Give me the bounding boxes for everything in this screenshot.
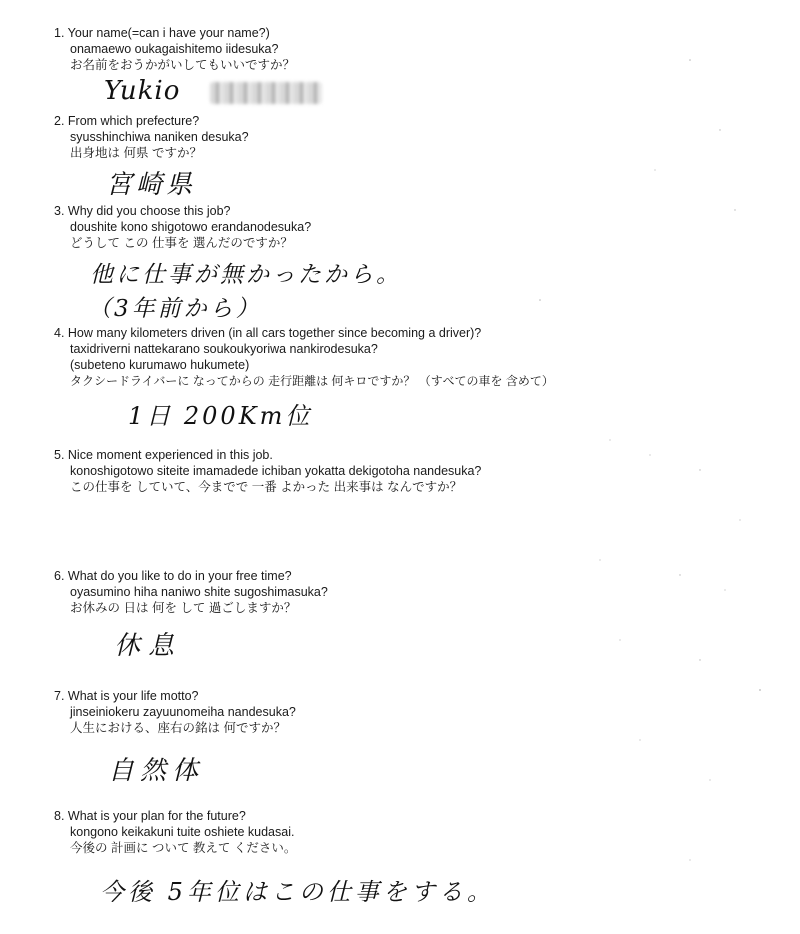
- question-jp: この仕事を していて、今までで 一番 よかった 出来事は なんですか？: [70, 480, 463, 494]
- question-en: 2. From which prefecture?: [54, 114, 200, 128]
- question-6: [54, 568, 754, 616]
- question-4: [54, 325, 754, 389]
- question-1: [54, 25, 754, 73]
- question-jp: 今後の 計画に ついて 教えて ください。: [70, 841, 297, 855]
- question-7: [54, 688, 754, 736]
- question-8: [54, 808, 754, 856]
- question-2: [54, 113, 754, 161]
- question-3: [54, 203, 754, 251]
- question-romaji: syusshinchiwa naniken desuka?: [70, 130, 249, 144]
- question-romaji: oyasumino hiha naniwo shite sugoshimasuka?: [70, 585, 328, 599]
- question-en: 5. Nice moment experienced in this job.: [54, 448, 273, 462]
- question-jp: 出身地は 何県 ですか？: [70, 146, 202, 160]
- question-romaji: onamaewo oukagaishitemo iidesuka?: [70, 42, 279, 56]
- question-romaji: kongono keikakuni tuite oshiete kudasai.: [70, 825, 295, 839]
- question-en: 4. How many kilometers driven (in all cars together since becoming a driver)?: [54, 326, 482, 340]
- answer-3-handwritten: 他に仕事が無かったから。: [90, 262, 402, 288]
- answer-2-handwritten: 宮崎県: [106, 170, 197, 200]
- question-en: 7. What is your life motto?: [54, 689, 199, 703]
- question-romaji-2: (subeteno kurumawo hukumete): [70, 358, 250, 372]
- question-romaji: taxidriverni nattekarano soukoukyoriwa nankirodesuka?: [70, 342, 378, 356]
- question-jp: 人生における、座右の銘は 何ですか？: [70, 721, 286, 735]
- question-en: 3. Why did you choose this job?: [54, 204, 231, 218]
- question-romaji: doushite kono shigotowo erandanodesuka?: [70, 220, 312, 234]
- answer-3-handwritten-line2: （3年前から）: [88, 296, 262, 322]
- question-5: [54, 447, 754, 495]
- answer-4-handwritten: 1日 200Km位: [128, 402, 313, 430]
- question-jp: お休みの 日は 何を して 過ごしますか？: [70, 601, 297, 615]
- redacted-surname: [210, 82, 322, 104]
- question-en: 6. What do you like to do in your free time?: [54, 569, 292, 583]
- answer-7-handwritten: 自然体: [108, 756, 205, 786]
- question-romaji: konoshigotowo siteite imamadede ichiban yokatta dekigotoha nandesuka?: [70, 464, 482, 478]
- question-jp: どうして この 仕事を 選んだのですか？: [70, 236, 293, 250]
- answer-8-handwritten: 今後 5年位はこの仕事をする。: [100, 878, 495, 906]
- question-en: 8. What is your plan for the future?: [54, 809, 246, 823]
- question-jp: タクシードライバーに なってからの 走行距離は 何キロですか？ （すべての車を 含めて）: [70, 374, 554, 388]
- answer-6-handwritten: 休息: [114, 631, 183, 661]
- question-en: 1. Your name(=can i have your name?): [54, 26, 270, 40]
- question-romaji: jinseiniokeru zayuunomeiha nandesuka?: [70, 705, 296, 719]
- answer-1-handwritten: Yukio: [104, 76, 181, 106]
- question-jp: お名前をおうかがいしてもいいですか？: [70, 58, 296, 72]
